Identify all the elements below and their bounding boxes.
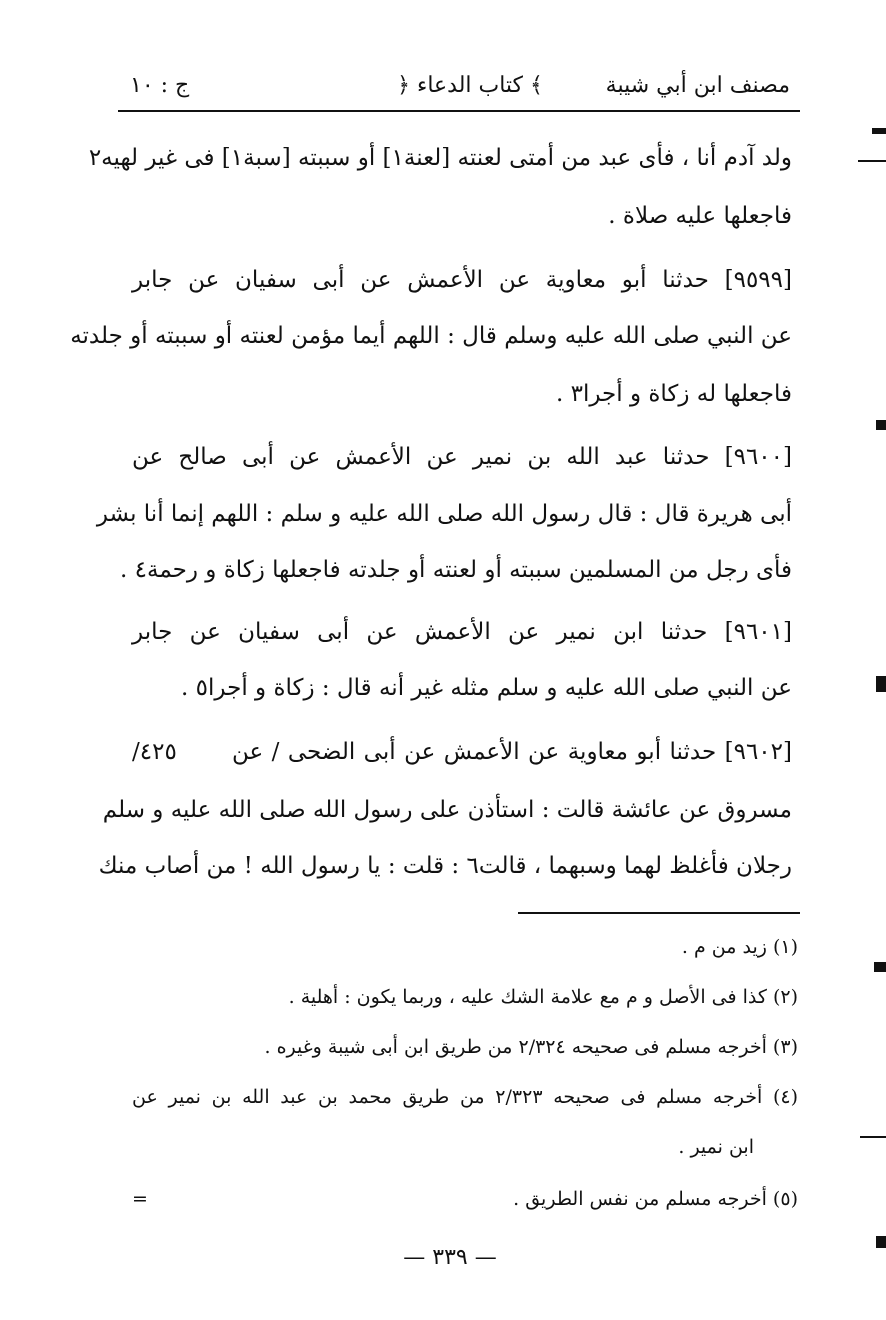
hadith-9601-line: [٩٦٠١] حدثنا ابن نمير عن الأعمش عن أبى سفيان عن جابر — [132, 619, 792, 645]
edge-mark — [858, 160, 886, 162]
footnote: (٥) أخرجه مسلم من نفس الطريق . — [513, 1188, 798, 1210]
footnote: (٣) أخرجه مسلم فى صحيحه ٢/٣٢٤ من طريق ابن أبى شيبة وغيره . — [264, 1036, 798, 1058]
body-line: رجلان فأغلظ لهما وسبهما ، قالت٦ : قلت : يا رسول الله ! من أصاب منك — [98, 853, 792, 879]
body-line: فاجعلها له زكاة و أجرا٣ . — [555, 381, 792, 407]
footnote-continuation: ابن نمير . — [678, 1136, 754, 1158]
running-title-volume: ج : ١٠ — [130, 73, 190, 98]
footnote: (٢) كذا فى الأصل و م مع علامة الشك عليه ، وربما يكون : أهلية . — [288, 986, 798, 1008]
body-line: عن النبي صلى الله عليه وسلم قال : اللهم أيما مؤمن لعنته أو سببته أو جلدته — [70, 323, 792, 349]
page-number: — ٣٣٩ — — [403, 1245, 497, 1270]
footnote: (١) زيد من م . — [681, 936, 798, 958]
footnote: (٤) أخرجه مسلم فى صحيحه ٢/٣٢٣ من طريق محمد بن عبد الله بن نمير عن — [132, 1086, 798, 1108]
margin-folio: ٤٢٥/ — [132, 739, 177, 765]
running-title-chapter: ﴿ كتاب الدعاء ﴾ — [397, 73, 543, 98]
edge-mark — [876, 1236, 886, 1248]
edge-mark — [876, 676, 886, 692]
body-line: أبى هريرة قال : قال رسول الله صلى الله عليه و سلم : اللهم إنما أنا بشر — [96, 501, 792, 527]
hadith-9600-line: [٩٦٠٠] حدثنا عبد الله بن نمير عن الأعمش عن أبى صالح عن — [132, 444, 792, 470]
hadith-9599-line: [٩٥٩٩] حدثنا أبو معاوية عن الأعمش عن أبى سفيان عن جابر — [132, 267, 792, 293]
body-line: فاجعلها عليه صلاة . — [608, 203, 792, 229]
footnote-rule — [518, 912, 800, 914]
hadith-9602-line: [٩٦٠٢] حدثنا أبو معاوية عن الأعمش عن أبى الضحى / عن — [232, 739, 792, 765]
running-title-book: مصنف ابن أبي شيبة — [605, 73, 790, 98]
edge-mark — [872, 128, 886, 134]
header-rule — [118, 110, 800, 112]
continuation-mark: = — [132, 1188, 148, 1210]
edge-mark — [876, 420, 886, 430]
body-line: عن النبي صلى الله عليه و سلم مثله غير أنه قال : زكاة و أجرا٥ . — [181, 675, 792, 701]
edge-mark — [860, 1136, 886, 1138]
edge-mark — [874, 962, 886, 972]
body-line: فأى رجل من المسلمين سببته أو لعنته أو جلدته فاجعلها زكاة و رحمة٤ . — [120, 557, 792, 583]
body-line: ولد آدم أنا ، فأى عبد من أمتى لعنته [لعنة١] أو سببته [سبة١] فى غير لهيه٢ — [88, 145, 792, 171]
body-line: مسروق عن عائشة قالت : استأذن على رسول الله صلى الله عليه و سلم — [102, 797, 792, 823]
